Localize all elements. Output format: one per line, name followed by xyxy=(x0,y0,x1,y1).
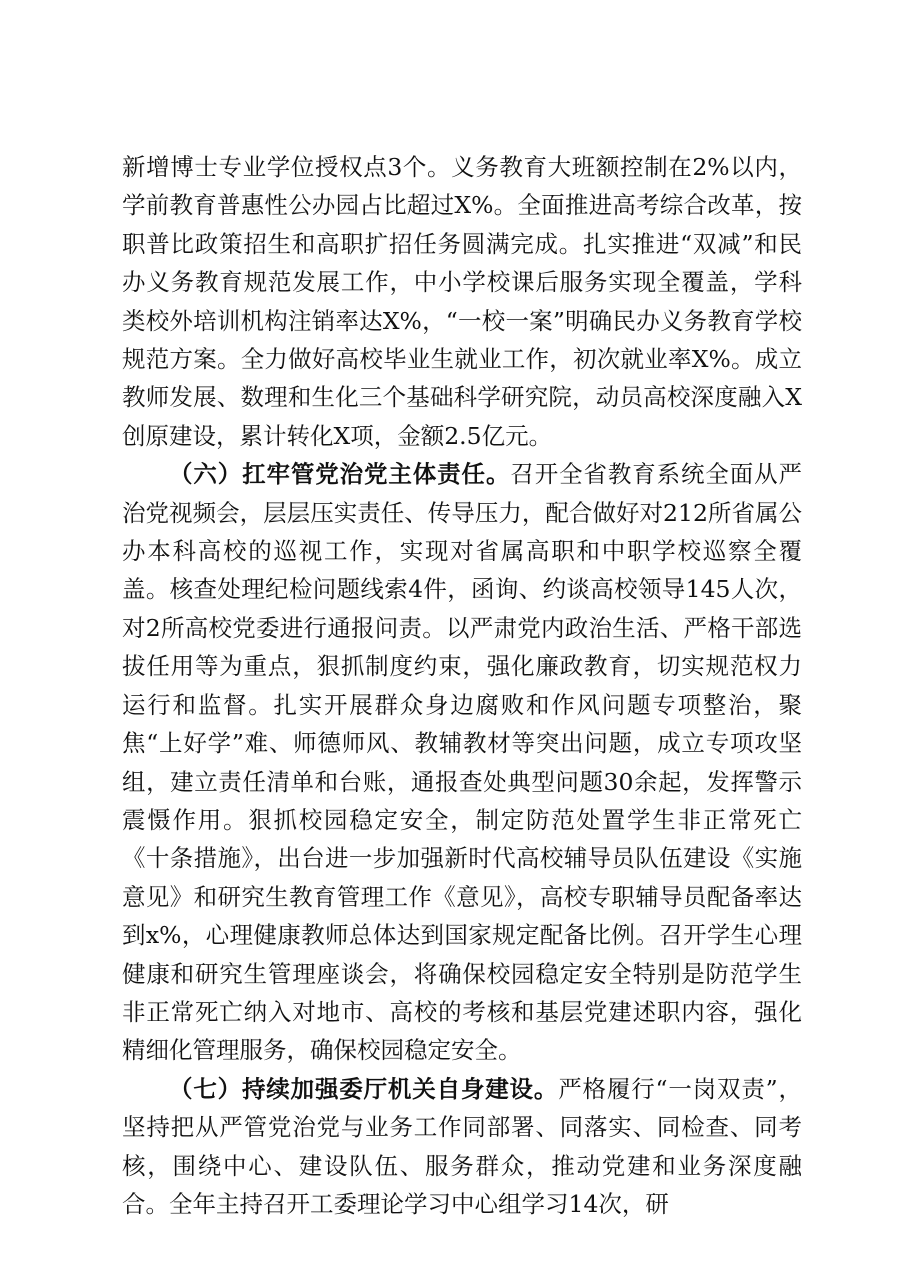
paragraph-1-text: 新增博士专业学位授权点3个。义务教育大班额控制在2%以内，学前教育普惠性公办园占比超过X%。全面推进高考综合改革，按职普比政策招生和高职扩招任务圆满完成。扎实推进“双减”和民办义务教育规范发展工作，中小学校课后服务实现全覆盖，学科类校外培训机构注销率达X%，“一校一案”明确民办义务教育学校规范方案。全力做好高校毕业生就业工作，初次就业率X%。成立教师发展、数理和生化三个基础科学研究院，动员高校深度融入X创原建设，累计转化X项，金额2.5亿元。 xyxy=(122,153,802,450)
paragraph-3 xyxy=(122,1070,802,1224)
section-heading-7: （七）持续加强委厅机关自身建设。 xyxy=(169,1074,559,1103)
document-body xyxy=(122,148,802,1223)
paragraph-2 xyxy=(122,455,802,1070)
paragraph-2-text: 召开全省教育系统全面从严治党视频会，层层压实责任、传导压力，配合做好对212所省属公办本科高校的巡视工作，实现对省属高职和中职学校巡察全覆盖。核查处理纪检问题线索4件，函询、约谈高校领导145人次，对2所高校党委进行通报问责。以严肃党内政治生活、严格干部选拔任用等为重点，狠抓制度约束，强化廉政教育，切实规范权力运行和监督。扎实开展群众身边腐败和作风问题专项整治，聚焦“上好学”难、师德师风、教辅教材等突出问题，成立专项攻坚组，建立责任清单和台账，通报查处典型问题30余起，发挥警示震慑作用。狠抓校园稳定安全，制定防范处置学生非正常死亡《十条措施》，出台进一步加强新时代高校辅导员队伍建设《实施意见》和研究生教育管理工作《意见》，高校专职辅导员配备率达到x%，心理健康教师总体达到国家规定配备比例。召开学生心理健康和研究生管理座谈会，将确保校园稳定安全特别是防范学生非正常死亡纳入对地市、高校的考核和基层党建述职内容，强化精细化管理服务，确保校园稳定安全。 xyxy=(122,460,803,1065)
paragraph-3-text: 严格履行“一岗双责”，坚持把从严管党治党与业务工作同部署、同落实、同检查、同考核，围绕中心、建设队伍、服务群众，推动党建和业务深度融合。全年主持召开工委理论学习中心组学习14次，研 xyxy=(122,1074,803,1218)
section-heading-6: （六）扛牢管党治党主体责任。 xyxy=(169,460,511,489)
paragraph-1 xyxy=(122,148,802,455)
